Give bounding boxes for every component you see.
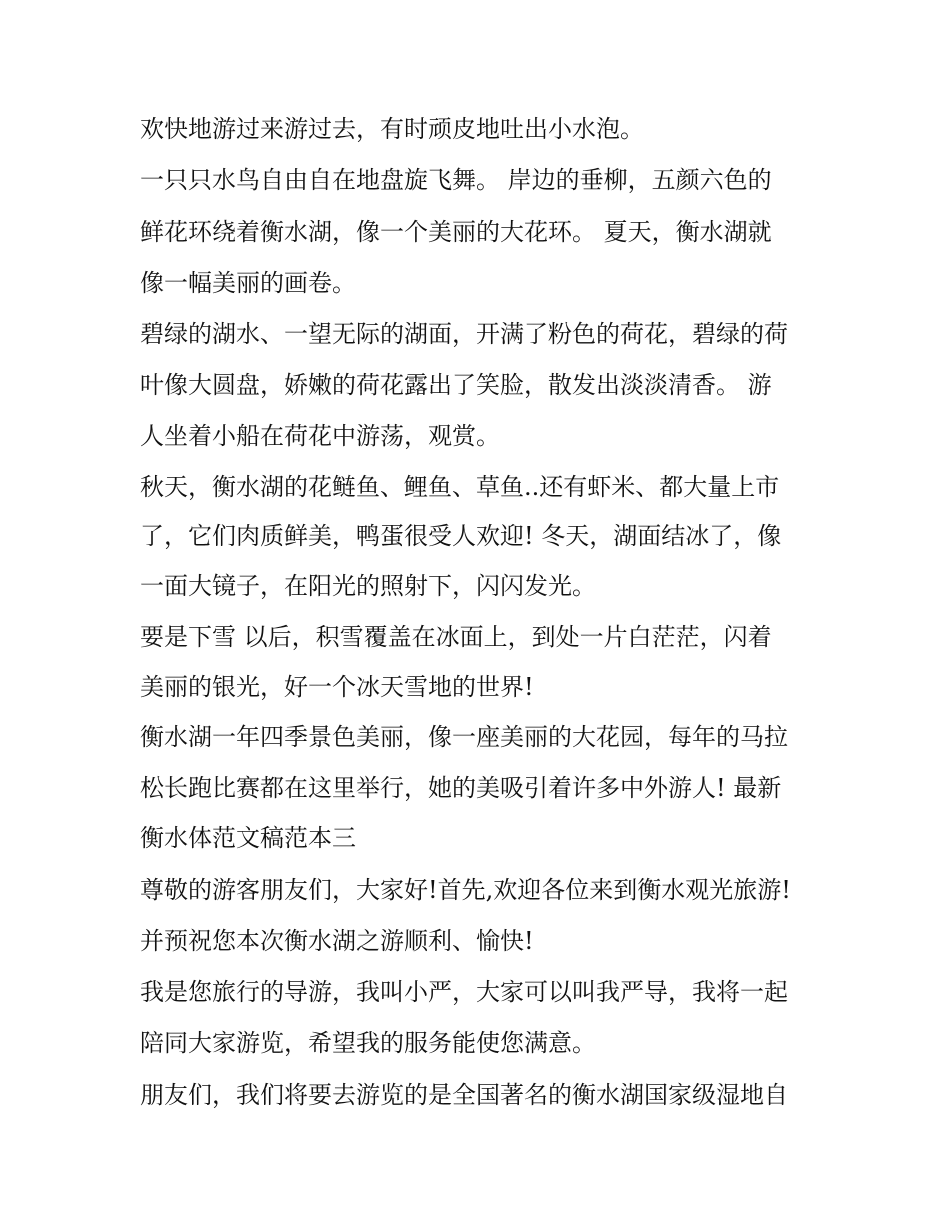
text-line-9: 了，它们肉质鲜美，鸭蛋很受人欢迎! 冬天，湖面结冰了，像 [140, 522, 782, 550]
text-line-18: 我是您旅行的导游，我叫小严，大家可以叫我严导，我将一起 [140, 978, 788, 1006]
text-line-14: 松长跑比赛都在这里举行，她的美吸引着许多中外游人! 最新 [140, 774, 782, 802]
text-line-6: 叶像大圆盘，娇嫩的荷花露出了笑脸，散发出淡淡清香。 游 [140, 371, 772, 399]
text-line-4: 像一幅美丽的画卷。 [140, 269, 356, 297]
text-line-16: 尊敬的游客朋友们，大家好!首先,欢迎各位来到衡水观光旅游! [140, 876, 791, 904]
text-line-12: 美丽的银光，好一个冰天雪地的世界! [140, 673, 534, 701]
text-line-8: 秋天，衡水湖的花鲢鱼、鲤鱼、草鱼..还有虾米、都大量上市 [140, 473, 780, 501]
text-line-19: 陪同大家游览，希望我的服务能使您满意。 [140, 1029, 596, 1057]
text-line-1: 欢快地游过来游过去，有时顽皮地吐出小水泡。 [140, 115, 644, 143]
text-line-5: 碧绿的湖水、一望无际的湖面，开满了粉色的荷花，碧绿的荷 [140, 320, 788, 348]
text-line-20: 朋友们，我们将要去游览的是全国著名的衡水湖国家级湿地自 [140, 1081, 788, 1109]
text-line-7: 人坐着小船在荷花中游荡，观赏。 [140, 422, 500, 450]
text-line-17: 并预祝您本次衡水湖之游顺利、愉快! [140, 927, 534, 955]
text-line-15: 衡水体范文稿范本三 [140, 824, 356, 852]
text-line-13: 衡水湖一年四季景色美丽，像一座美丽的大花园，每年的马拉 [140, 723, 788, 751]
text-line-3: 鲜花环绕着衡水湖，像一个美丽的大花环。 夏天，衡水湖就 [140, 218, 772, 246]
text-line-2: 一只只水鸟自由自在地盘旋飞舞。 岸边的垂柳，五颜六色的 [140, 166, 772, 194]
text-line-10: 一面大镜子，在阳光的照射下，闪闪发光。 [140, 572, 596, 600]
text-line-11: 要是下雪 以后，积雪覆盖在冰面上，到处一片白茫茫，闪着 [140, 623, 772, 651]
